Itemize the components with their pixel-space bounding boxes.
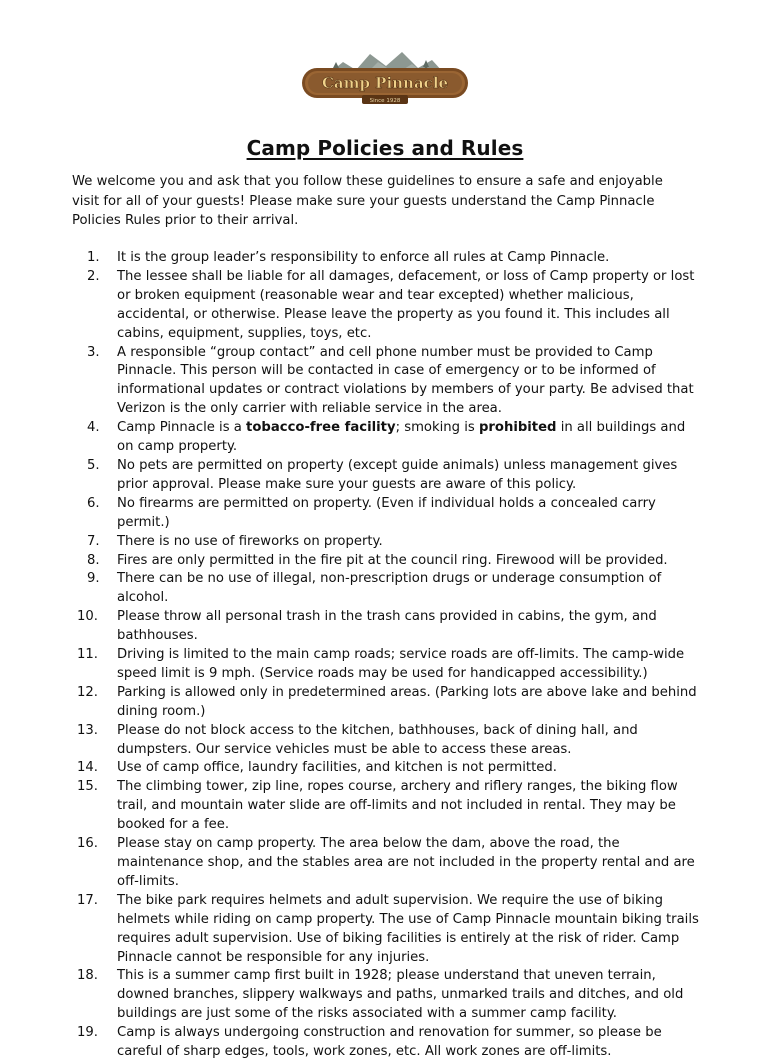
rule-item: [72, 552, 702, 571]
rule-item: [72, 722, 702, 760]
rule-text: No pets are permitted on property (except guide animals) unless management gives prior approval. Please make sure your guests are aware of this policy.: [117, 457, 678, 492]
rule-number: 7.: [87, 533, 100, 549]
rule-number: 3.: [87, 344, 100, 360]
rule-number: 4.: [87, 420, 100, 436]
rule-number: 12.: [77, 684, 98, 700]
rule-text: Driving is limited to the main camp roads; service roads are off-limits. The camp-wide speed limit is 9 mph. (Service roads may be used for handicapped accessibility.): [117, 647, 685, 681]
rule-item: [72, 892, 702, 968]
rule-item: [72, 268, 702, 344]
logo-brand-text: Camp Pinnacle: [321, 74, 449, 92]
rule-item: [72, 759, 702, 778]
rule-text: The climbing tower, zip line, ropes course, archery and riflery ranges, the biking flow trail, and mountain water slide are off-limits and not included in rental. They may be booked for a fee.: [117, 779, 678, 833]
rule-item: [72, 967, 702, 1024]
rule-item: [72, 570, 702, 608]
rule-text-segment: ; smoking is: [395, 420, 479, 436]
rule-bold-prohibited: prohibited: [478, 420, 557, 436]
rule-text: The bike park requires helmets and adult supervision. We require the use of biking helmets while riding on camp property. The use of Camp Pinnacle mountain biking trails requires adult supervision. Use of biking facilities is entirely at the risk of rider. Camp Pinnacle cannot be responsible for any injuries.: [117, 892, 699, 965]
rule-item: [72, 684, 702, 722]
rule-item: [72, 249, 702, 268]
rule-text: There is no use of fireworks on property.: [117, 533, 383, 549]
rule-number: 10.: [77, 609, 98, 625]
rule-text: Parking is allowed only in predetermined areas. (Parking lots are above lake and behind dining room.): [117, 684, 697, 719]
rule-item: [72, 344, 702, 420]
rule-item: [72, 495, 702, 533]
rule-number: 13.: [77, 722, 98, 738]
rule-text: This is a summer camp first built in 1928; please understand that uneven terrain, downed branches, slippery walkways and paths, unmarked trails and ditches, and old buildings are just some of the risks associated with a summer camp facility.: [117, 968, 684, 1022]
rule-item: [72, 646, 702, 684]
rule-number: 18.: [77, 968, 98, 984]
rule-text: The lessee shall be liable for all damages, defacement, or loss of Camp property or lost or broken equipment (reasonable wear and tear excepted) whether malicious, accidental, or otherwise. Please leave the property as you found it. This includes all cabins, equipment, supplies, toys, etc.: [117, 268, 695, 341]
rule-text: Please stay on camp property. The area below the dam, above the road, the maintenance shop, and the stables area are not included in the property rental and are off-limits.: [117, 836, 695, 889]
rule-text: Fires are only permitted in the fire pit at the council ring. Firewood will be provided.: [117, 552, 668, 568]
rule-text: Use of camp office, laundry facilities, and kitchen is not permitted.: [117, 760, 557, 776]
rule-number: 15.: [77, 779, 98, 795]
rule-text: Camp is always undergoing construction and renovation for summer, so please be careful of sharp edges, tools, work zones, etc. All work zones are off-limits.: [117, 1025, 662, 1060]
logo-since-text: Since 1928: [369, 98, 401, 104]
logo-container: [0, 44, 770, 110]
rule-number: 17.: [77, 892, 98, 908]
rule-text-segment: in all buildings and on camp property.: [117, 420, 686, 455]
rule-text: [117, 420, 685, 454]
rule-number: 8.: [87, 552, 100, 568]
rule-text: Please do not block access to the kitchen, bathhouses, back of dining hall, and dumpsters. Our service vehicles must be able to access these areas.: [117, 722, 638, 757]
rule-text: It is the group leader’s responsibility to enforce all rules at Camp Pinnacle.: [117, 250, 610, 265]
page-title: Camp Policies and Rules: [246, 136, 524, 161]
rule-item: [72, 835, 702, 892]
camp-pinnacle-logo: [298, 44, 472, 110]
rule-number: 16.: [77, 836, 98, 852]
rule-number: 14.: [77, 760, 98, 776]
rules-list: [72, 249, 702, 1062]
rule-item: [72, 419, 702, 457]
rule-number: 6.: [87, 495, 100, 511]
rule-number: 9.: [87, 571, 100, 587]
rule-text: A responsible “group contact” and cell phone number must be provided to Camp Pinnacle. This person will be contacted in case of emergency or to be informed of informational updates or contract violations by members of your party. Be advised that Verizon is the only carrier with reliable service in the area.: [117, 344, 694, 417]
rule-text: There can be no use of illegal, non-prescription drugs or underage consumption of alcohol.: [117, 571, 662, 606]
rule-bold-tobacco-free: tobacco-free facility: [246, 420, 396, 436]
rule-number: 5.: [87, 457, 100, 473]
rule-number: 2.: [87, 268, 100, 284]
rule-number: 19.: [77, 1025, 98, 1041]
rule-item: [72, 533, 702, 552]
intro-paragraph: We welcome you and ask that you follow these guidelines to ensure a safe and enjoyable visit for all of your guests! Please make sure your guests understand the Camp Pinnacle Policies Rules prior to their arrival.: [72, 174, 663, 229]
rule-number: 11.: [77, 647, 98, 663]
rule-item: [72, 608, 702, 646]
rule-text: No firearms are permitted on property. (Even if individual holds a concealed carry permit.): [117, 495, 656, 530]
rule-item: [72, 457, 702, 495]
rule-text: Please throw all personal trash in the trash cans provided in cabins, the gym, and bathhouses.: [117, 609, 657, 644]
rule-item: [72, 1024, 702, 1062]
rule-number: 1.: [87, 250, 100, 265]
rule-item: [72, 778, 702, 835]
rule-text-segment: Camp Pinnacle is a: [117, 420, 247, 436]
